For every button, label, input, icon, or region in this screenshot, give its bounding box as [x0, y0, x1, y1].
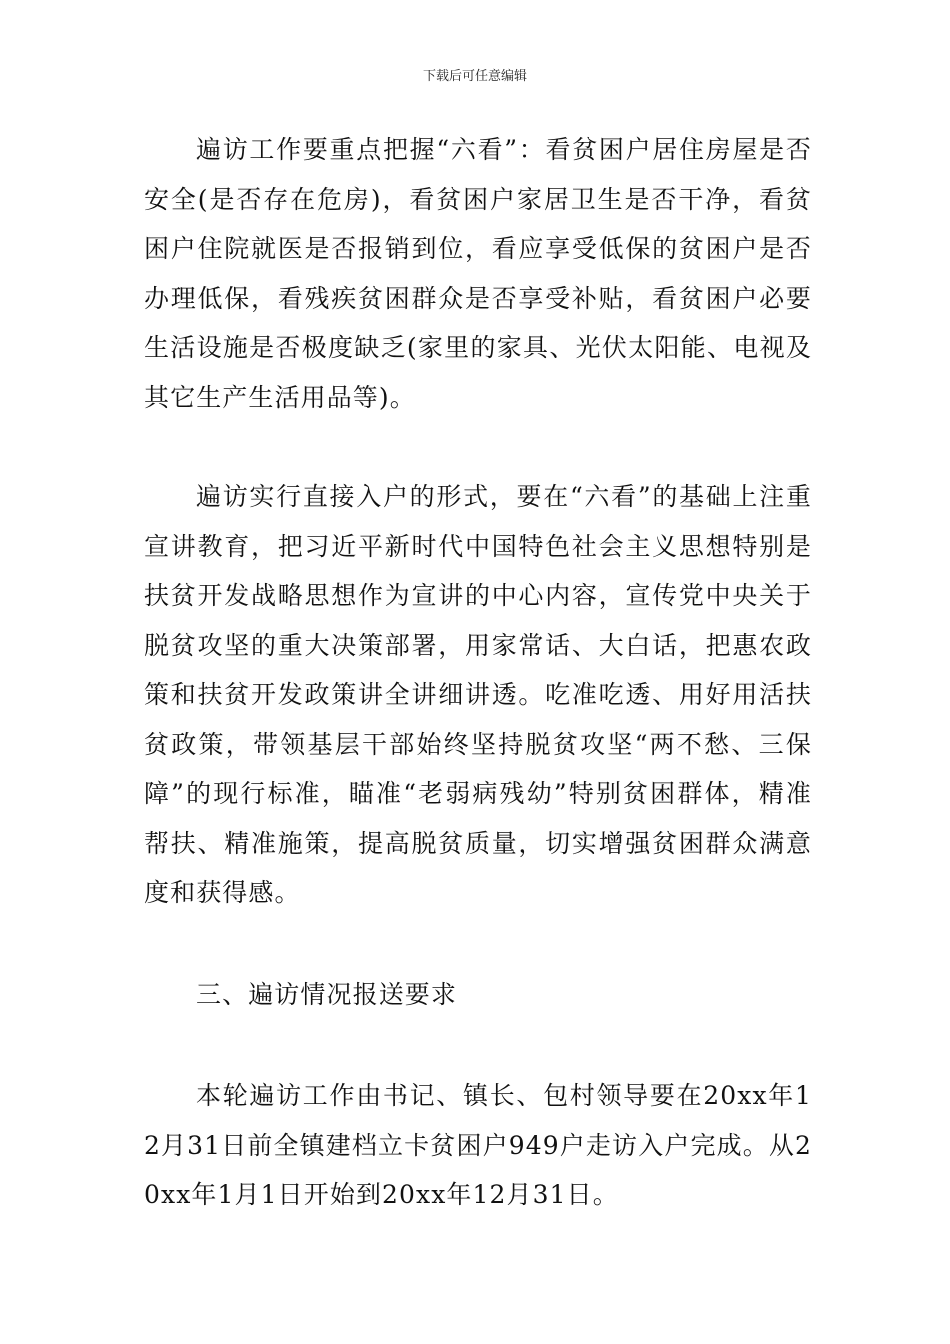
paragraph-six-checks: 遍访工作要重点把握“六看”：看贫困户居住房屋是否安全(是否存在危房)，看贫困户家居卫生是否干净，看贫困户住院就医是否报销到位，看应享受低保的贫困户是否办理低保，看残疾贫困群众是否享受补贴，看贫困户必要生活设施是否极度缺乏(家里的家具、光伏太阳能、电视及其它生产生活用品等)。 — [144, 135, 812, 412]
paragraph-visit-format: 遍访实行直接入户的形式，要在“六看”的基础上注重宣讲教育，把习近平新时代中国特色社会主义思想特别是扶贫开发战略思想作为宣讲的中心内容，宣传党中央关于脱贫攻坚的重大决策部署，用家常话、大白话，把惠农政策和扶贫开发政策讲全讲细讲透。吃准吃透、用好用活扶贫政策，带领基层干部始终坚持脱贫攻坚“两不愁、三保障”的现行标准，瞄准“老弱病残幼”特别贫困群体，精准帮扶、精准施策，提高脱贫质量，切实增强贫困群众满意度和获得感。 — [144, 482, 812, 907]
page-header: 下载后可任意编辑 — [422, 69, 527, 84]
section-heading: 三、遍访情况报送要求 — [196, 980, 458, 1009]
paragraph-reporting-requirements: 本轮遍访工作由书记、镇长、包村领导要在20xx年12月31日前全镇建档立卡贫困户949户走访入户完成。从20xx年1月1日开始到20xx年12月31日。 — [144, 1081, 812, 1209]
